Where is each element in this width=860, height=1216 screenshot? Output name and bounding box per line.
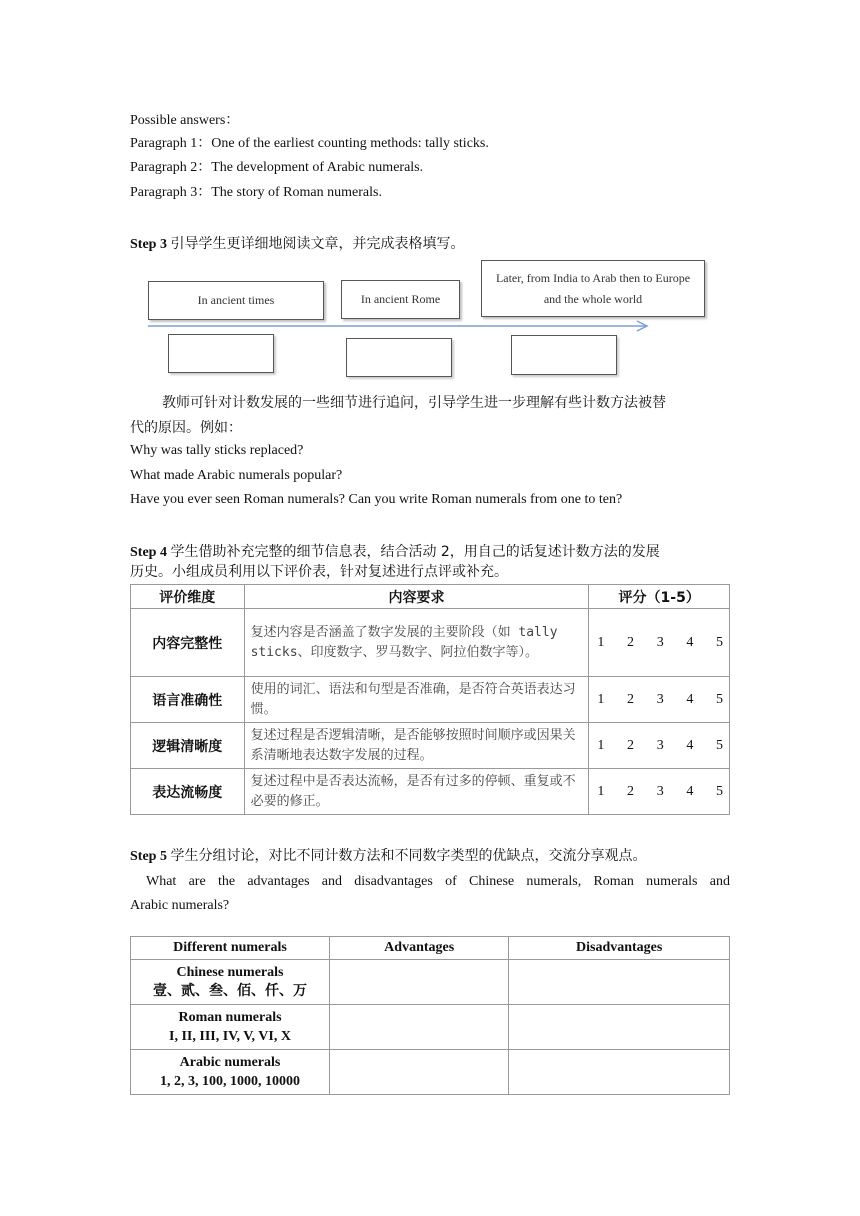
row-requirement: 使用的词汇、语法和句型是否准确，是否符合英语表达习惯。: [244, 677, 589, 723]
timeline-box-ancient-rome: In ancient Rome: [341, 280, 460, 319]
paragraph-1-answer: Paragraph 1：One of the earliest counting methods: tally sticks.: [130, 136, 489, 151]
header-dimension: 评价维度: [131, 585, 245, 609]
header-score: 评分（1-5）: [589, 585, 730, 609]
timeline-answer-box-3[interactable]: [511, 335, 617, 375]
score-option[interactable]: 5: [716, 783, 723, 799]
numerals-comparison-table: [130, 936, 730, 1095]
advantages-cell[interactable]: [330, 1050, 509, 1095]
row-score-options: [589, 769, 730, 815]
score-option[interactable]: 5: [716, 634, 723, 650]
score-option[interactable]: 1: [597, 691, 605, 707]
score-option[interactable]: 1: [597, 783, 605, 799]
table-row: [131, 609, 730, 677]
timeline-answer-box-1[interactable]: [168, 334, 274, 373]
step3-label: Step 3: [130, 237, 167, 252]
score-option[interactable]: 2: [627, 634, 635, 650]
step4-text-line2: 历史。小组成员利用以下评价表，针对复述进行点评或补充。: [130, 564, 508, 580]
step3-instruction: [130, 233, 464, 253]
numeral-type-name: Chinese numerals: [176, 965, 284, 980]
row-requirement: 复述过程是否逻辑清晰，是否能够按照时间顺序或因果关系清晰地表达数字发展的过程。: [244, 723, 589, 769]
evaluation-table: [130, 584, 730, 815]
numeral-type-examples: I, II, III, IV, V, VI, X: [169, 1029, 291, 1044]
numeral-type-examples: 1, 2, 3, 100, 1000, 10000: [160, 1074, 300, 1089]
question-3: Have you ever seen Roman numerals? Can you write Roman numerals from one to ten?: [130, 492, 623, 507]
step5-instruction: [130, 845, 646, 865]
step5-label: Step 5: [130, 849, 167, 864]
table-row: [131, 769, 730, 815]
table-row: [131, 960, 730, 1005]
timeline-box-ancient-times: In ancient times: [148, 281, 324, 320]
question-1: Why was tally sticks replaced?: [130, 443, 304, 458]
step5-question-line1: What are the advantages and disadvantages of Chinese numerals, Roman numerals and: [146, 874, 730, 889]
step5-question-line2: Arabic numerals?: [130, 898, 230, 913]
score-option[interactable]: 2: [627, 691, 635, 707]
numeral-type-cell: [131, 1050, 330, 1095]
header-advantages: Advantages: [330, 937, 509, 960]
step4-text-line1: 学生借助补充完整的细节信息表，结合活动 2，用自己的话复述计数方法的发展: [170, 544, 660, 560]
table-row: [131, 1005, 730, 1050]
header-requirement: 内容要求: [244, 585, 589, 609]
advantages-cell[interactable]: [330, 960, 509, 1005]
possible-answers-heading: Possible answers：: [130, 113, 240, 128]
header-different-numerals: Different numerals: [131, 937, 330, 960]
row-dimension: 语言准确性: [131, 677, 245, 723]
score-option[interactable]: 2: [627, 783, 635, 799]
row-dimension: 逻辑清晰度: [131, 723, 245, 769]
score-option[interactable]: 2: [627, 737, 635, 753]
step4-instruction: [130, 541, 660, 561]
paragraph-3-answer: Paragraph 3：The story of Roman numerals.: [130, 185, 382, 200]
score-option[interactable]: 3: [656, 737, 664, 753]
row-score-options: [589, 609, 730, 677]
disadvantages-cell[interactable]: [509, 1050, 730, 1095]
table-row: [131, 677, 730, 723]
header-disadvantages: Disadvantages: [509, 937, 730, 960]
table-row: [131, 1050, 730, 1095]
disadvantages-cell[interactable]: [509, 1005, 730, 1050]
row-score-options: [589, 677, 730, 723]
score-option[interactable]: 1: [597, 737, 605, 753]
timeline-answer-box-2[interactable]: [346, 338, 452, 377]
timeline-box-later-spread: Later, from India to Arab then to Europe and the whole world: [481, 260, 705, 317]
score-option[interactable]: 5: [716, 737, 723, 753]
numeral-type-cell: [131, 960, 330, 1005]
step3-text: 引导学生更详细地阅读文章，并完成表格填写。: [170, 236, 465, 252]
row-dimension: 内容完整性: [131, 609, 245, 677]
score-option[interactable]: 4: [686, 783, 694, 799]
evaluation-table-header: [131, 585, 730, 609]
score-option[interactable]: 4: [686, 691, 694, 707]
score-option[interactable]: 3: [656, 691, 664, 707]
numeral-type-name: Arabic numerals: [179, 1055, 281, 1070]
row-dimension: 表达流畅度: [131, 769, 245, 815]
followup-text-line2: 代的原因。例如：: [130, 420, 242, 436]
advantages-cell[interactable]: [330, 1005, 509, 1050]
followup-text-line1: 教师可针对计数发展的一些细节进行追问，引导学生进一步理解有些计数方法被替: [162, 395, 666, 411]
row-requirement: 复述内容是否涵盖了数字发展的主要阶段（如 tally sticks、印度数字、罗马数字、阿拉伯数字等）。: [244, 609, 589, 677]
score-option[interactable]: 4: [686, 737, 694, 753]
question-2: What made Arabic numerals popular?: [130, 468, 343, 483]
score-option[interactable]: 5: [716, 691, 723, 707]
row-score-options: [589, 723, 730, 769]
table-row: [131, 723, 730, 769]
step4-label: Step 4: [130, 545, 167, 560]
timeline-arrow: [148, 319, 653, 333]
disadvantages-cell[interactable]: [509, 960, 730, 1005]
score-option[interactable]: 4: [686, 634, 694, 650]
paragraph-2-answer: Paragraph 2：The development of Arabic numerals.: [130, 160, 424, 175]
numeral-type-name: Roman numerals: [178, 1010, 282, 1025]
score-option[interactable]: 3: [656, 634, 664, 650]
score-option[interactable]: 3: [656, 783, 664, 799]
score-option[interactable]: 1: [597, 634, 605, 650]
row-requirement: 复述过程中是否表达流畅，是否有过多的停顿、重复或不必要的修正。: [244, 769, 589, 815]
numeral-type-examples: 壹、贰、叁、佰、仟、万: [153, 983, 307, 999]
comparison-table-header: [131, 937, 730, 960]
numeral-type-cell: [131, 1005, 330, 1050]
step5-text: 学生分组讨论，对比不同计数方法和不同数字类型的优缺点，交流分享观点。: [170, 848, 647, 864]
